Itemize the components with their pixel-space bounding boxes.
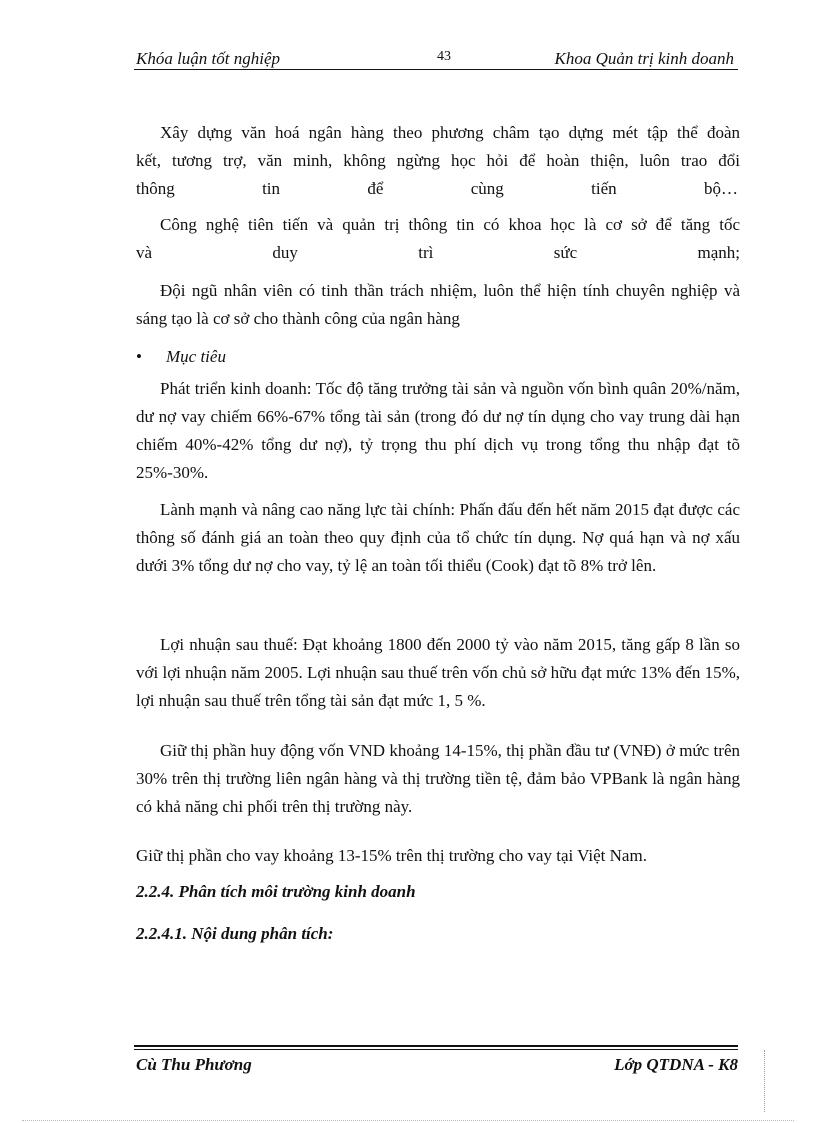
paragraph-2-line-1: Công nghệ tiên tiến và quản trị thông tin có khoa học là cơ sở để tăng tốc xyxy=(160,215,740,234)
header-faculty-label: Khoa Quản trị kinh doanh xyxy=(554,49,734,68)
footer-rule-thin xyxy=(134,1049,738,1050)
paragraph-4: Phát triển kinh doanh: Tốc độ tăng trưởng tài sản và nguồn vốn bình quân 20%/năm, dư nợ vay chiếm 66%-67% tổng tài sản (trong đó dư nợ tín dụng cho vay trung dài hạn chiếm 40%-42% tổng dư nợ), tỷ trọng thu phí dịch vụ trong tổng thu nhập đạt tõ 25%-30%. xyxy=(136,379,740,482)
paragraph-3: Đội ngũ nhân viên có tinh thần trách nhiệm, luôn thể hiện tính chuyên nghiệp và sáng tạo là cơ sở cho thành công của ngân hàng xyxy=(136,281,740,328)
page-edge-horizontal-guide xyxy=(22,1120,794,1121)
page-footer xyxy=(134,1053,738,1077)
footer-rule-thick xyxy=(134,1045,738,1047)
page-number: 43 xyxy=(437,49,451,64)
bullet-label: Mục tiêu xyxy=(166,347,226,366)
paragraph-8: Giữ thị phần cho vay khoảng 13-15% trên thị trường cho vay tại Việt Nam. xyxy=(136,846,647,865)
header-rule xyxy=(134,69,738,70)
section-heading-2-2-4-1: 2.2.4.1. Nội dung phân tích: xyxy=(136,924,334,943)
paragraph-1-line-2: kết, tương trợ, văn minh, không ngừng học hỏi để hoàn thiện, luôn trao đổi xyxy=(136,151,740,170)
page-edge-vertical-guide xyxy=(764,1050,765,1112)
section-heading-2-2-4: 2.2.4. Phân tích môi trường kinh doanh xyxy=(136,882,416,901)
header-thesis-label: Khóa luận tốt nghiệp xyxy=(136,49,281,68)
paragraph-2-line-2: và duy trì sức mạnh; xyxy=(136,243,740,262)
bullet-dot-icon: • xyxy=(136,347,142,366)
page-header xyxy=(134,47,738,69)
paragraph-6: Lợi nhuận sau thuế: Đạt khoảng 1800 đến 2000 tỷ vào năm 2015, tăng gấp 8 lần so với lợi nhuận năm 2005. Lợi nhuận sau thuế trên vốn chủ sở hữu đạt mức 13% đến 15%, lợi nhuận sau thuế trên tổng tài sản đạt mức 1, 5 %. xyxy=(136,635,740,710)
paragraph-1-line-1: Xây dựng văn hoá ngân hàng theo phương châm tạo dựng mét tập thể đoàn xyxy=(160,123,740,142)
footer-author: Cù Thu Phương xyxy=(136,1055,252,1074)
paragraph-7: Giữ thị phần huy động vốn VND khoảng 14-15%, thị phần đầu tư (VNĐ) ở mức trên 30% trên thị trường liên ngân hàng và thị trường tiền tệ, đảm bảo VPBank là ngân hàng có khả năng chi phối trên thị trường này. xyxy=(136,741,740,816)
paragraph-1-line-3: thông tin để cùng tiến bộ… xyxy=(136,179,738,198)
paragraph-5: Lành mạnh và nâng cao năng lực tài chính: Phấn đấu đến hết năm 2015 đạt được các thông số đánh giá an toàn theo quy định của tổ chức tín dụng. Nợ quá hạn và nợ xấu dưới 3% tổng dư nợ cho vay, tỷ lệ an toàn tối thiểu (Cook) đạt tõ 8% trở lên. xyxy=(136,500,740,575)
footer-class: Lớp QTDNA - K8 xyxy=(614,1055,738,1074)
